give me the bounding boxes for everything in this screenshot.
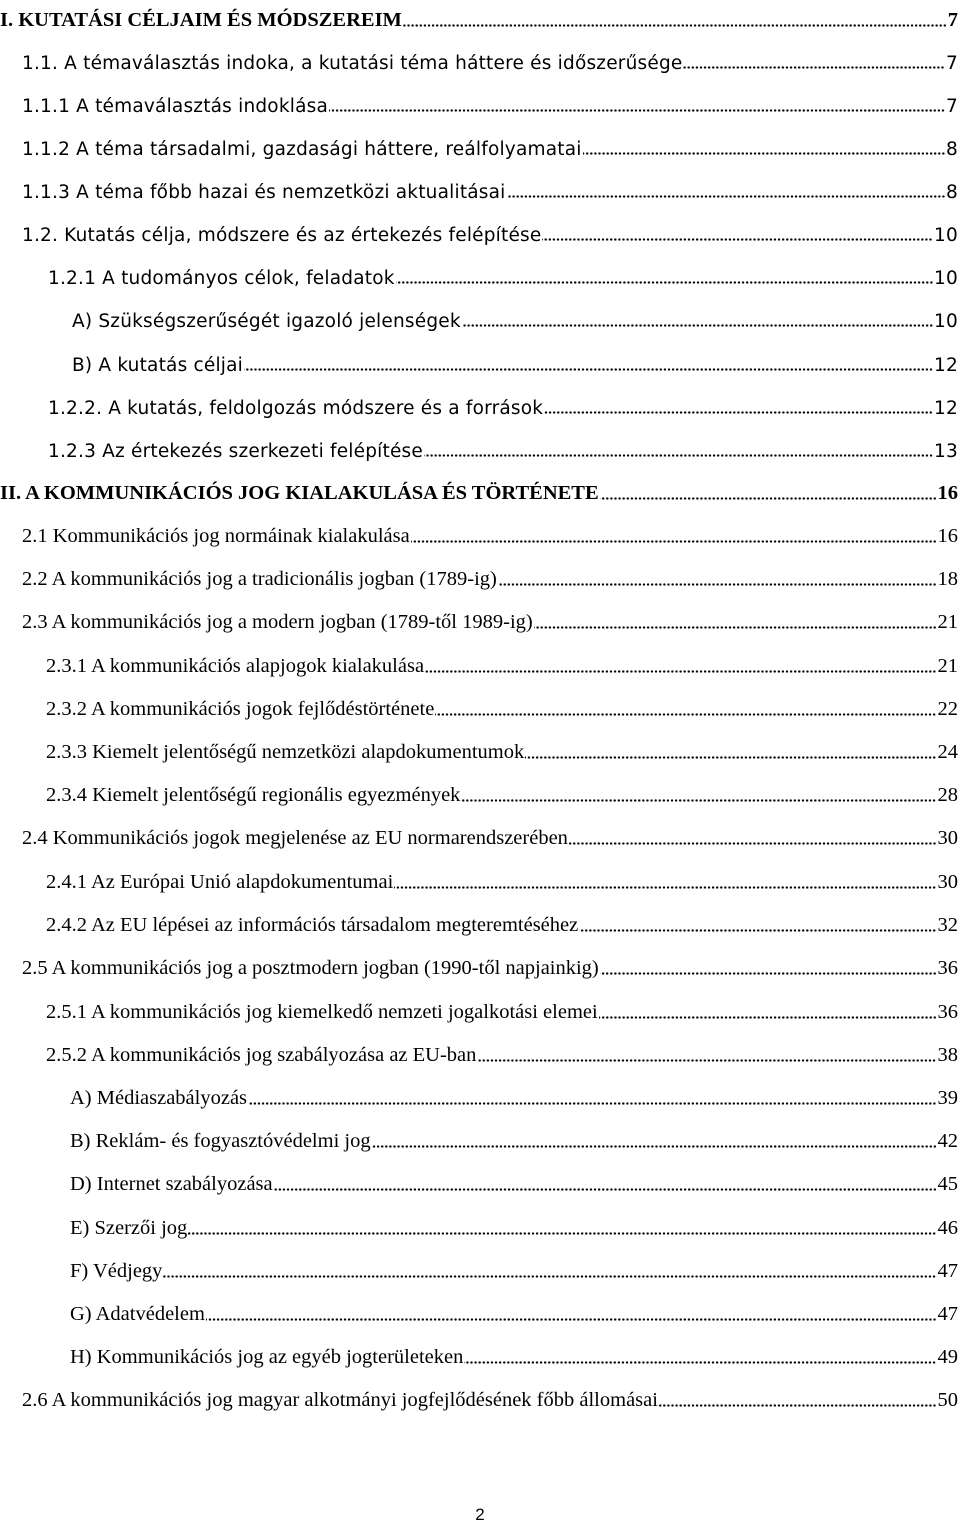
dot-leader [244,368,933,371]
toc-entry[interactable] [22,218,958,248]
dot-leader [372,1145,937,1148]
toc-entry-title: 2.1 Kommunikációs jog normáinak kialakulása [22,525,410,547]
toc-entry-page: 16 [937,482,958,504]
toc-entry-title: 2.2 A kommunikációs jog a tradicionális jogban (1789-ig) [22,568,497,590]
toc-entry-page: 30 [937,827,958,849]
toc-entry-title: A) Szükségszerűségét igazoló jelenségek [72,311,461,332]
dot-leader [461,799,936,802]
dot-leader [248,1102,936,1105]
toc-entry-page: 16 [937,525,958,547]
dot-leader [600,497,937,500]
toc-entry-page: 10 [934,311,958,332]
toc-entry-page: 42 [937,1130,958,1152]
dot-leader [600,972,937,975]
toc-entry[interactable] [22,563,958,593]
dot-leader [579,929,936,932]
toc-entry[interactable] [70,1168,958,1198]
toc-entry-title: 2.4.2 Az EU lépései az információs társadalom megteremtéséhez [46,914,579,936]
toc-entry-title: D) Internet szabályozása [70,1173,273,1195]
dot-leader [411,540,937,543]
toc-entry-page: 50 [937,1389,958,1411]
toc-entry-title: B) Reklám- és fogyasztóvédelmi jog [70,1130,371,1152]
toc-entry-page: 7 [946,96,958,117]
dot-leader [396,281,933,284]
toc-entry-title: 1.1.3 A téma főbb hazai és nemzetközi aktualitásai [22,182,506,203]
toc-entry-page: 45 [937,1173,958,1195]
dot-leader [542,238,933,241]
dot-leader [507,195,945,198]
toc-entry[interactable] [70,1082,958,1112]
toc-entry-page: 21 [937,655,958,677]
toc-entry-title: H) Kommunikációs jog az egyéb jogterületeken [70,1346,464,1368]
dot-leader [464,1361,936,1364]
toc-entry-page: 32 [937,914,958,936]
toc-entry[interactable] [72,304,958,334]
toc-entry-title: 2.3.3 Kiemelt jelentőségű nemzetközi alapdokumentumok [46,741,525,763]
toc-entry[interactable] [46,693,958,723]
dot-leader [569,842,937,845]
toc-entry-page: 8 [946,139,958,160]
toc-entry-title: 1.2. Kutatás célja, módszere és az értekezés felépítése [22,225,542,246]
toc-entry[interactable] [46,996,958,1026]
toc-entry-title: F) Védjegy [70,1260,163,1282]
toc-entry[interactable] [22,132,958,162]
dot-leader [403,24,947,27]
toc-entry-page: 49 [937,1346,958,1368]
dot-leader [329,109,945,112]
toc-entry-title: 1.1.1 A témaválasztás indoklása [22,96,328,117]
dot-leader [206,1318,937,1321]
toc-entry-page: 13 [934,441,958,462]
toc-entry[interactable] [0,477,958,507]
dot-leader [394,886,936,889]
dot-leader [435,713,936,716]
dot-leader [498,583,937,586]
toc-entry-title: 1.2.2. A kutatás, feldolgozás módszere és a források [48,398,544,419]
dot-leader [599,1016,937,1019]
toc-entry-page: 8 [946,182,958,203]
toc-entry-page: 18 [937,568,958,590]
toc-entry-title: E) Szerzői jog [70,1217,188,1239]
toc-entry-page: 21 [937,611,958,633]
page-number: 2 [475,1505,485,1524]
toc-entry[interactable] [70,1125,958,1155]
toc-entry[interactable] [72,348,958,378]
toc-entry-page: 36 [937,957,958,979]
dot-leader [424,454,933,457]
toc-entry[interactable] [22,606,958,636]
toc-entry-page: 28 [937,784,958,806]
toc-entry-page: 12 [934,398,958,419]
toc-entry-title: 1.2.1 A tudományos célok, feladatok [48,268,395,289]
dot-leader [659,1404,937,1407]
dot-leader [188,1232,936,1235]
dot-leader [425,670,936,673]
toc-entry-page: 46 [937,1217,958,1239]
toc-entry[interactable] [22,175,958,205]
dot-leader [525,756,936,759]
toc-entry-page: 12 [934,355,958,376]
toc-entry-title: G) Adatvédelem [70,1303,205,1325]
toc-entry-title: 2.5.2 A kommunikációs jog szabályozása az EU-ban [46,1044,477,1066]
toc-entry-page: 47 [937,1303,958,1325]
toc-entry-title: B) A kutatás céljai [72,355,244,376]
toc-entry-page: 10 [934,225,958,246]
toc-entry-page: 39 [937,1087,958,1109]
toc-entry-title: 2.6 A kommunikációs jog magyar alkotmányi jogfejlődésének főbb állomásai [22,1389,658,1411]
dot-leader [462,324,933,327]
toc-entry-title: 2.3.4 Kiemelt jelentőségű regionális egyezmények [46,784,461,806]
dot-leader [477,1059,936,1062]
toc-entry-page: 47 [937,1260,958,1282]
toc-entry[interactable] [70,1255,958,1285]
toc-entry-page: 22 [937,698,958,720]
dot-leader [683,66,945,69]
toc-entry-title: II. A KOMMUNIKÁCIÓS JOG KIALAKULÁSA ÉS TÖRTÉNETE [0,482,599,504]
toc-entry-title: 2.4.1 Az Európai Unió alapdokumentumai [46,871,394,893]
toc-entry[interactable] [48,434,958,464]
dot-leader [583,152,945,155]
toc-entry-title: 1.2.3 Az értekezés szerkezeti felépítése [48,441,423,462]
toc-entry-title: 1.1. A témaválasztás indoka, a kutatási téma háttere és időszerűsége [22,53,683,74]
toc-entry-title: 2.3.1 A kommunikációs alapjogok kialakulása [46,655,425,677]
toc-entry[interactable] [22,822,958,852]
dot-leader [534,626,937,629]
toc-entry[interactable] [70,1212,958,1242]
toc-entry[interactable] [22,952,958,982]
toc-entry[interactable] [46,736,958,766]
toc-entry-page: 38 [937,1044,958,1066]
toc-entry-page: 7 [946,53,958,74]
toc-entry-title: 2.5 A kommunikációs jog a posztmodern jogban (1990-től napjainkig) [22,957,599,979]
toc-entry[interactable] [22,1384,958,1414]
toc-entry-title: 2.5.1 A kommunikációs jog kiemelkedő nemzeti jogalkotási elemei [46,1001,598,1023]
toc-entry[interactable] [22,520,958,550]
toc-entry[interactable] [46,1039,958,1069]
toc-entry-page: 30 [937,871,958,893]
toc-entry-page: 24 [937,741,958,763]
toc-entry[interactable] [22,89,958,119]
toc-entry-page: 10 [934,268,958,289]
toc-entry[interactable] [0,4,958,34]
toc-entry-title: A) Médiaszabályozás [70,1087,248,1109]
toc-entry[interactable] [48,261,958,291]
toc-entry[interactable] [46,866,958,896]
toc-entry-title: 1.1.2 A téma társadalmi, gazdasági háttere, reálfolyamatai [22,139,582,160]
toc-entry[interactable] [46,909,958,939]
dot-leader [163,1275,936,1278]
toc-entry-page: 36 [937,1001,958,1023]
dot-leader [544,411,933,414]
toc-entry-title: 2.3 A kommunikációs jog a modern jogban (1789-től 1989-ig) [22,611,533,633]
toc-entry[interactable] [48,391,958,421]
toc-entry[interactable] [46,779,958,809]
toc-entry-title: 2.3.2 A kommunikációs jogok fejlődéstörténete [46,698,435,720]
toc-entry[interactable] [22,46,958,76]
toc-entry[interactable] [70,1298,958,1328]
toc-entry[interactable] [46,650,958,680]
toc-entry-title: 2.4 Kommunikációs jogok megjelenése az EU normarendszerében [22,827,568,849]
toc-entry-title: I. KUTATÁSI CÉLJAIM ÉS MÓDSZEREIM [0,9,402,31]
toc-entry-page: 7 [947,9,958,31]
toc-entry[interactable] [70,1341,958,1371]
dot-leader [274,1188,937,1191]
